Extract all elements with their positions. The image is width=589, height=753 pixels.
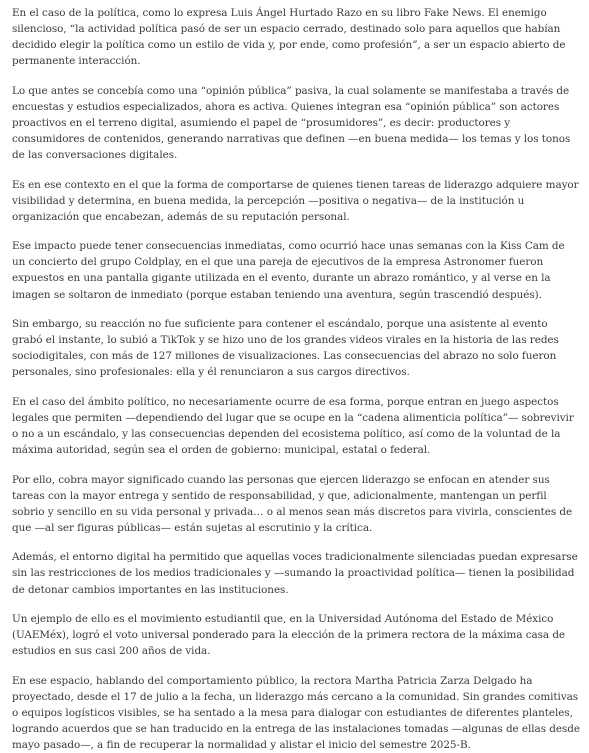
- paragraph-4: Ese impacto puede tener consecuencias inmediatas, como ocurrió hace unas semanas con la Kiss Cam de un concierto del grupo Coldplay, en el que una pareja de ejecutivos de la empresa Astronomer fueron expuestos en una pantalla gigante utilizada en el evento, durante un abrazo romántico, y al verse en la imagen se soltaron de inmediato (porque estaban teniendo una aventura, según trascendió después).: [12, 240, 565, 301]
- paragraph-1: En el caso de la política, como lo expresa Luis Ángel Hurtado Razo en su libro Fake News. El enemigo silencioso, “la actividad política pasó de ser un espacio cerrado, destinado solo para aquellos que habían decidido elegir la política como un estilo de vida y, por ende, como profesión”, a ser un espacio abierto de permanente interacción.: [12, 7, 566, 68]
- paragraph-2: Lo que antes se concebía como una “opinión pública” pasiva, la cual solamente se manifestaba a través de encuestas y estudios especializados, ahora es activa. Quienes integran esa “opinión pública” son actores proactivos en el terreno digital, asumiendo el papel de “prosumidores”, es decir: productores y consumidores de contenidos, generando narrativas que definen —en buena medida— los temas y los tonos de las conversaciones digitales.: [12, 84, 571, 162]
- paragraph-10: En ese espacio, hablando del comportamiento público, la rectora Martha Patricia Zarza Delgado ha proyectado, desde el 17 de julio a la fecha, un liderazgo más cercano a la comunidad. Sin grandes comitivas o equipos logísticos visibles, se ha sentado a la mesa para dialogar con estudiantes de diferentes planteles, logrando acuerdos que se han traducido en la entrega de las instalaciones tomadas —algunas de ellas desde mayo pasado—, a fin de recuperar la normalidad y alistar el inicio del semestre 2025-B.: [12, 674, 580, 752]
- paragraph-3: Es en ese contexto en el que la forma de comportarse de quienes tienen tareas de liderazgo adquiere mayor visibilidad y determina, en buena medida, la percepción —positiva o negativa— de la institución u organización que encabezan, además de su reputación personal.: [12, 178, 579, 223]
- paragraph-8: Además, el entorno digital ha permitido que aquellas voces tradicionalmente silenciadas puedan expresarse sin las restricciones de los medios tradicionales y —sumando la proactividad política— tienen la posibilidad de detonar cambios importantes en las instituciones.: [12, 551, 578, 596]
- paragraph-6: En el caso del ámbito político, no necesariamente ocurre de esa forma, porque entran en juego aspectos legales que permiten —dependiendo del lugar que se ocupe en la “cadena alimenticia política”— sobrevivir o no a un escándalo, y las consecuencias dependen del ecosistema político, así como de la voluntad de la máxima autoridad, según sea el orden de gobierno: municipal, estatal o federal.: [12, 395, 574, 457]
- paragraph-9: Un ejemplo de ello es el movimiento estudiantil que, en la Universidad Autónoma del Estado de México (UAEMéx), logró el voto universal ponderado para la elección de la primera rectora de la máxima casa de estudios en sus casi 200 años de vida.: [12, 613, 566, 658]
- paragraph-7: Por ello, cobra mayor significado cuando las personas que ejercen liderazgo se enfocan en atender sus tareas con la mayor entrega y sentido de responsabilidad, y que, adicionalmente, mantengan un perfil sobrio y sencillo en su vida personal y privada… o al menos sean más discretos para vivirla, conscientes de que —al ser figuras públicas— están sujetas al escrutinio y la crítica.: [12, 473, 573, 534]
- paragraph-5: Sin embargo, su reacción no fue suficiente para contener el escándalo, porque una asistente al evento grabó el instante, lo subió a TikTok y se hizo uno de los grandes videos virales en la historia de las redes sociodigitales, con más de 127 millones de visualizaciones. Las consecuencias del abrazo no solo fueron personales, sino profesionales: ella y él renunciaron a sus cargos directivos.: [12, 318, 559, 379]
